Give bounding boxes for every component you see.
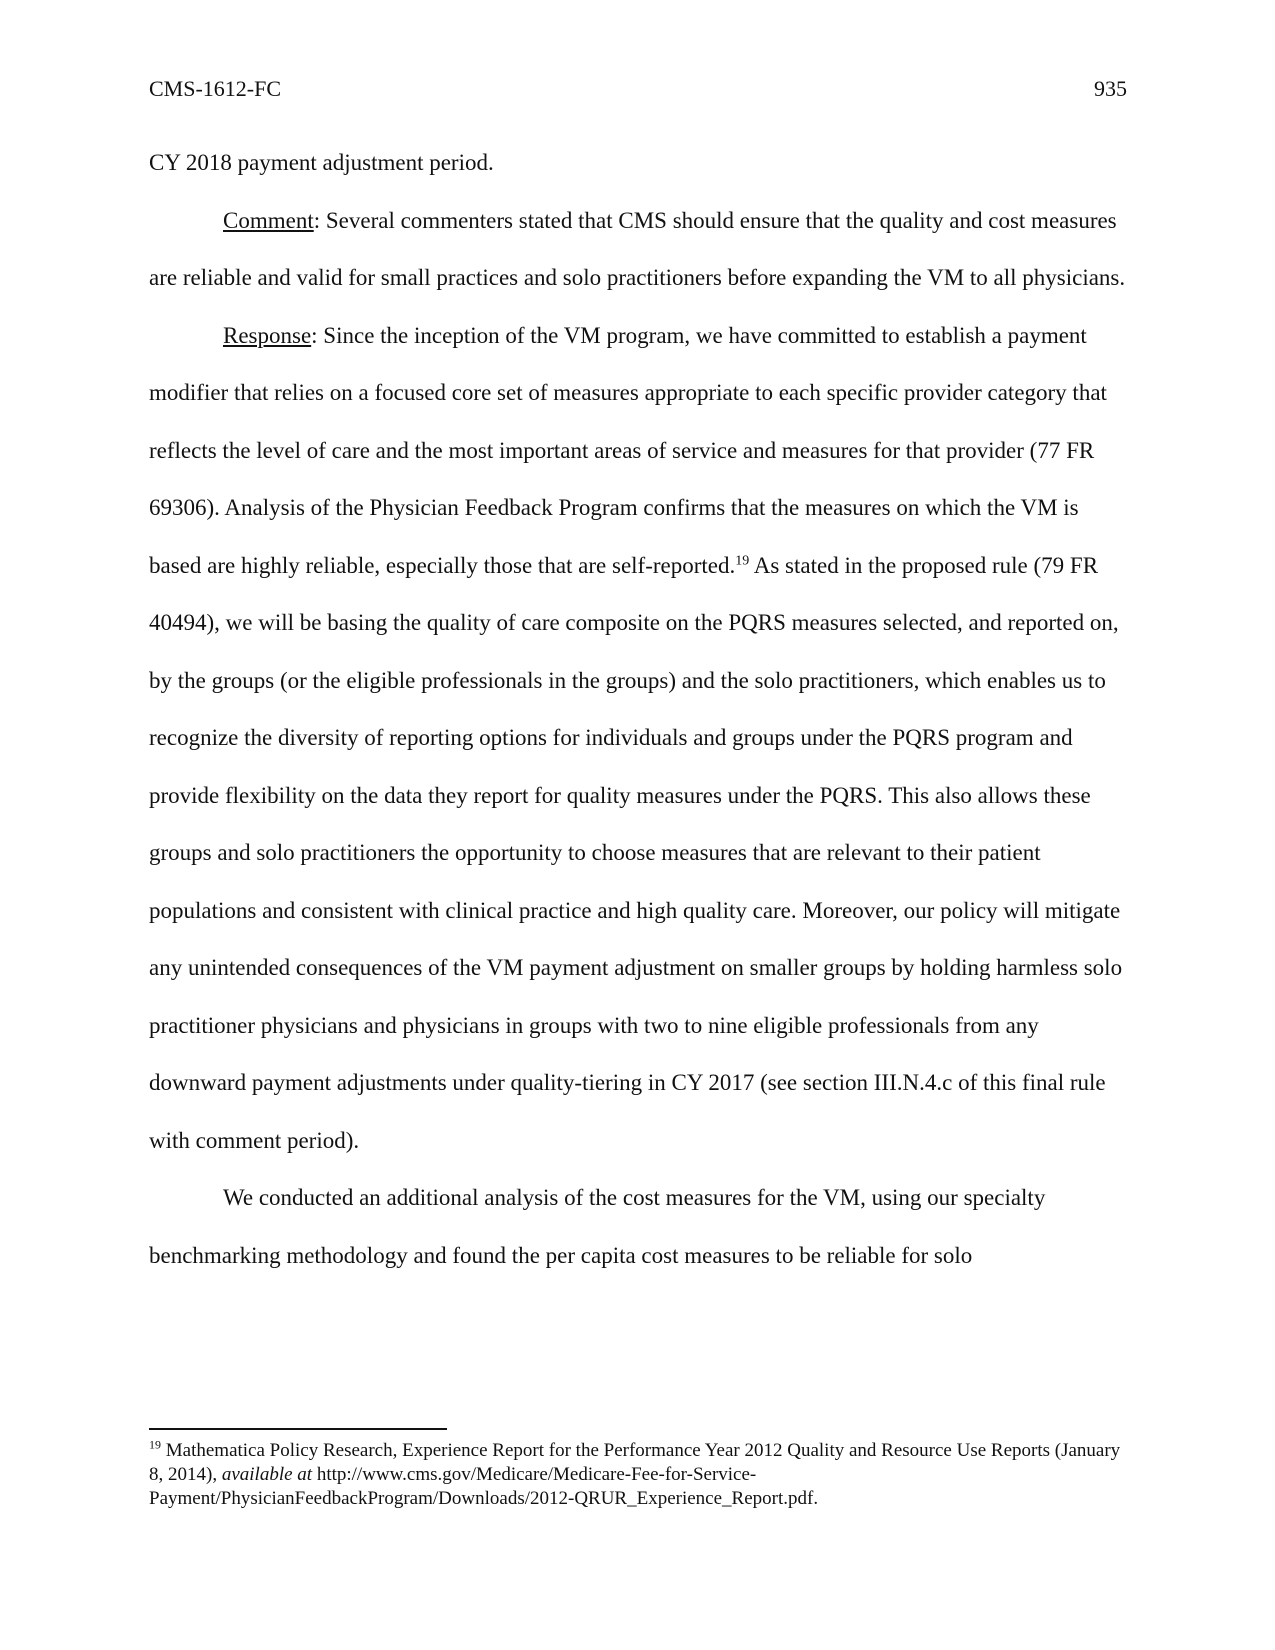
page-body — [149, 134, 1129, 1284]
footnote-divider — [149, 1428, 447, 1430]
comment-text: : Several commenters stated that CMS should ensure that the quality and cost measures are reliable and valid for small practices and solo practitioners before expanding the VM to all physicians. — [149, 207, 1126, 290]
response-text-part-2: As stated in the proposed rule (79 FR 40494), we will be basing the quality of care composite on the PQRS measures selected, and reported on, by the groups (or the eligible professionals in the groups) and the solo practitioners, which enables us to recognize the diversity of reporting options for individuals and groups under the PQRS program and provide flexibility on the data they report for quality measures under the PQRS. This also allows these groups and solo practitioners the opportunity to choose measures that are relevant to their patient populations and consistent with clinical practice and high quality care. Moreover, our policy will mitigate any unintended consequences of the VM payment adjustment on smaller groups by holding harmless solo practitioner physicians and physicians in groups with two to nine eligible professionals from any downward payment adjustments under quality-tiering in CY 2017 (see section III.N.4.c of this final rule with comment period). — [149, 552, 1123, 1153]
footnote-number: 19 — [149, 1437, 161, 1452]
page-number: 935 — [1094, 76, 1127, 101]
paragraph-analysis: We conducted an additional analysis of the cost measures for the VM, using our specialty benchmarking methodology and found the per capita cost measures to be reliable for solo — [149, 1185, 1046, 1268]
response-text-part-1: : Since the inception of the VM program, we have committed to establish a payment modifier that relies on a focused core set of measures appropriate to each specific provider category that reflects the level of care and the most important areas of service and measures for that provider (77 FR 69306). Analysis of the Physician Feedback Program confirms that the measures on which the VM is based are highly reliable, especially those that are self-reported. — [149, 322, 1107, 578]
footnote — [149, 1439, 1129, 1511]
comment-label: Comment — [223, 207, 314, 233]
response-label: Response — [223, 322, 312, 348]
footnote-text-part-2: http://www.cms.gov/Medicare/Medicare-Fee-for-Service-Payment/PhysicianFeedbackProgram/Downloads/2012-QRUR_Experience_Report.pdf. — [149, 1464, 819, 1509]
footnote-italic-text: available at — [221, 1464, 313, 1485]
paragraph-continuation: CY 2018 payment adjustment period. — [149, 150, 494, 175]
document-id: CMS-1612-FC — [149, 76, 282, 101]
footnote-reference: 19 — [735, 552, 750, 568]
footnote-text-part-1: Mathematica Policy Research, Experience Report for the Performance Year 2012 Quality and Resource Use Reports (January 8, 2014), — [149, 1440, 1121, 1485]
paragraph-response — [149, 307, 1129, 1170]
paragraph-comment — [149, 192, 1129, 307]
